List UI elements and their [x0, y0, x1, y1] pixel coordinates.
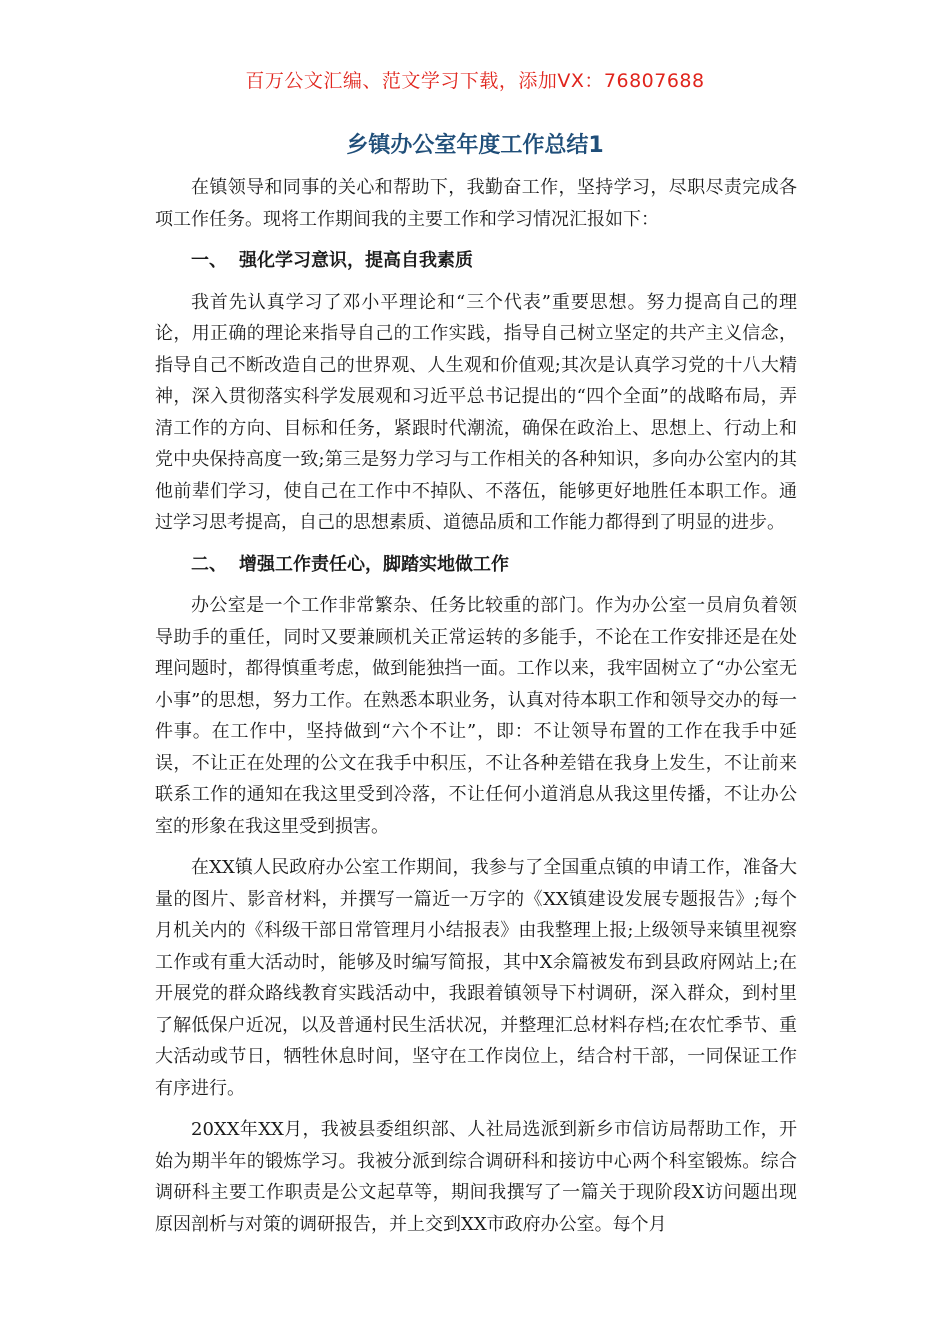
watermark-banner: 百万公文汇编、范文学习下载，添加VX：76807688 — [245, 70, 705, 92]
section-heading-1 — [155, 245, 797, 277]
section-number-2: 二、 — [191, 553, 227, 575]
paragraph-1: 我首先认真学习了邓小平理论和“三个代表”重要思想。努力提高自己的理论，用正确的理论来指导自己的工作实践，指导自己树立坚定的共产主义信念，指导自己不断改造自己的世界观、人生观和价值观;其次是认真学习党的十八大精神，深入贯彻落实科学发展观和习近平总书记提出的“四个全面”的战略布局，弄清工作的方向、目标和任务，紧跟时代潮流，确保在政治上、思想上、行动上和党中央保持高度一致;第三是努力学习与工作相关的各种知识，多向办公室内的其他前辈们学习，使自己在工作中不掉队、不落伍，能够更好地胜任本职工作。通过学习思考提高，自己的思想素质、道德品质和工作能力都得到了明显的进步。 — [155, 291, 797, 533]
document-body — [155, 172, 797, 1250]
section-heading-text-1: 强化学习意识，提高自我素质 — [239, 250, 473, 271]
paragraph-2: 办公室是一个工作非常繁杂、任务比较重的部门。作为办公室一员肩负着领导助手的重任，同时又要兼顾机关正常运转的多能手，不论在工作安排还是在处理问题时，都得慎重考虑，做到能独挡一面。工作以来，我牢固树立了“办公室无小事”的思想，努力工作。在熟悉本职业务，认真对待本职工作和领导交办的每一件事。在工作中，坚持做到“六个不让”，即：不让领导布置的工作在我手中延误，不让正在处理的公文在我手中积压，不让各种差错在我身上发生，不让前来联系工作的通知在我这里受到冷落，不让任何小道消息从我这里传播，不让办公室的形象在我这里受到损害。 — [155, 595, 797, 837]
document-title: 乡镇办公室年度工作总结1 — [346, 133, 604, 158]
section-heading-2 — [155, 549, 797, 581]
section-number-1: 一、 — [191, 250, 227, 271]
paragraph-3: 在XX镇人民政府办公室工作期间，我参与了全国重点镇的申请工作，准备大量的图片、影音材料，并撰写一篇近一万字的《XX镇建设发展专题报告》;每个月机关内的《科级干部日常管理月小结报表》由我整理上报;上级领导来镇里视察工作或有重大活动时，能够及时编写简报，其中X余篇被发布到县政府网站上;在开展党的群众路线教育实践活动中，我跟着镇领导下村调研，深入群众，到村里了解低保户近况，以及普通村民生活状况，并整理汇总材料存档;在农忙季节、重大活动或节日，牺牲休息时间，坚守在工作岗位上，结合村干部，一同保证工作有序进行。 — [155, 857, 797, 1099]
intro-paragraph: 在镇领导和同事的关心和帮助下，我勤奋工作，坚持学习，尽职尽责完成各项工作任务。现将工作期间我的主要工作和学习情况汇报如下： — [155, 177, 797, 230]
section-heading-text-2: 增强工作责任心，脚踏实地做工作 — [239, 553, 509, 575]
paragraph-4: 20XX年XX月，我被县委组织部、人社局选派到新乡市信访局帮助工作，开始为期半年的锻炼学习。我被分派到综合调研科和接访中心两个科室锻炼。综合调研科主要工作职责是公文起草等，期间我撰写了一篇关于现阶段X访问题出现原因剖析与对策的调研报告，并上交到XX市政府办公室。每个月 — [155, 1119, 797, 1235]
